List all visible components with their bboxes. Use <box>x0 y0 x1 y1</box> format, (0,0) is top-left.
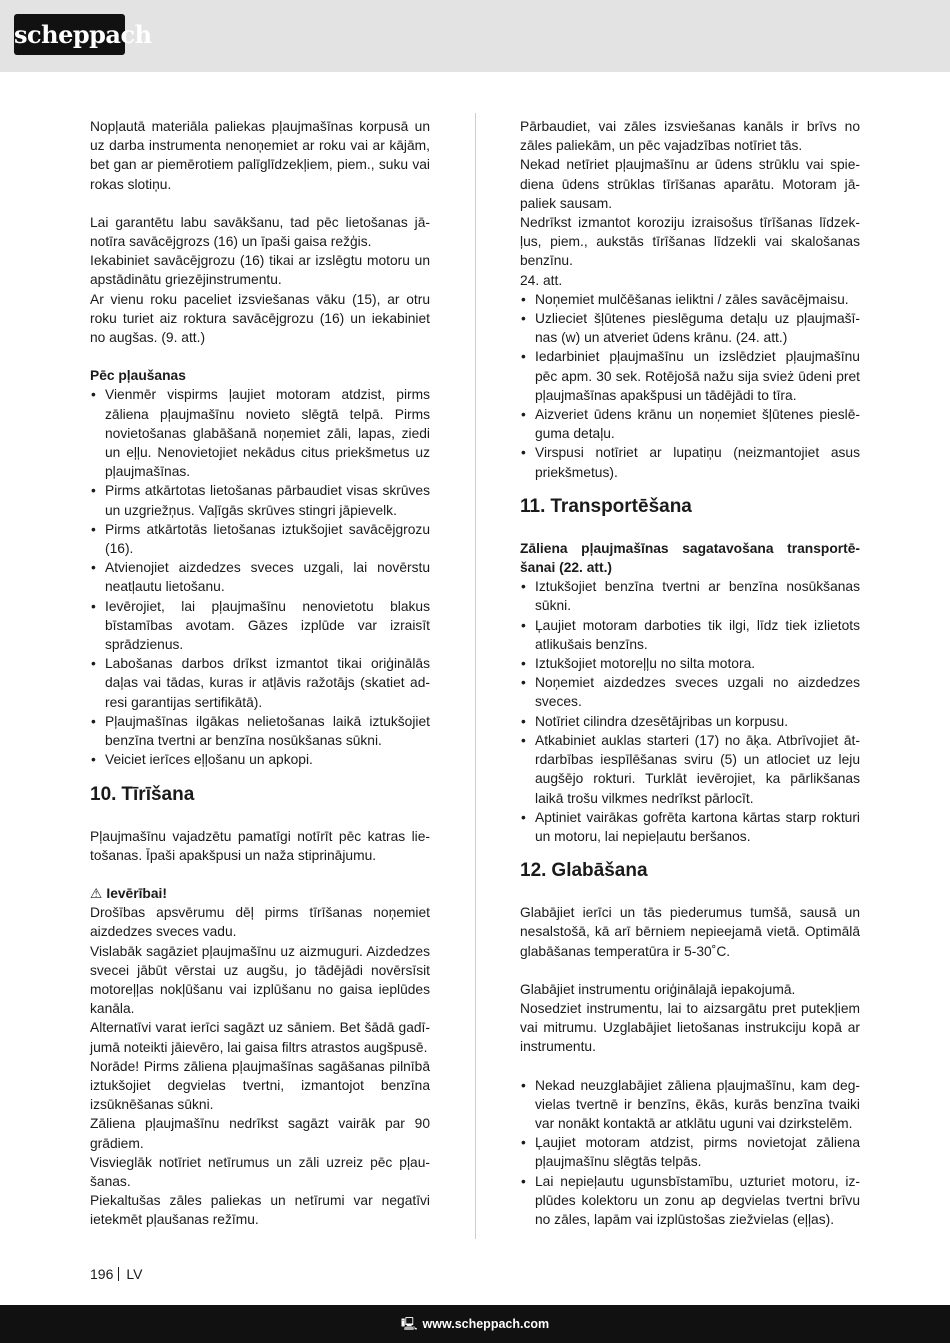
paragraph: Piekaltušas zāles paliekas un netīrumi var negatīvi ietekmēt pļaušanas režīmu. <box>90 1193 430 1228</box>
list-item: • Virspusi notīriet ar lupatiņu (neizmantojiet asus priekšmetus). <box>520 443 860 481</box>
paragraph: Lai garantētu labu savākšanu, tad pēc lietošanas jānotīra savācējgrozs (16) un īpaši gaisa režģis. <box>90 214 430 250</box>
section-number: 12. <box>520 860 547 882</box>
list-item: • Labošanas darbos drīkst izmantot tikai oriģinālās daļas vai tādas, kuras ir atļāvis ražotājs (skatiet adresi garantijas sertifikātā). <box>90 654 430 712</box>
paragraph: Pārbaudiet, vai zāles izsviešanas kanāls ir brīvs no zāles paliekām, un pēc vajadzības notīriet tās. <box>520 119 860 154</box>
language-code: LV <box>126 1266 143 1282</box>
list-item: • Noņemiet aizdedzes sveces uzgali no aizdedzes sveces. <box>520 673 860 711</box>
list-item: • Pļaujmašīnas ilgākas nelietošanas laikā iztukšojiet benzīna tvertni ar benzīna nosūkšanas sūkni. <box>90 712 430 750</box>
list-item: • Vienmēr vispirms ļaujiet motoram atdzist, pirms zāliena pļaujmašīnu novieto slēgtā telpā. Pirms novietošanas glabāšanā noņemiet zāli, lapas, ziedi un eļļu. Nenovietojiet nekādus citus priekšmetus uz pļaujmašīnas. <box>90 385 430 481</box>
page-footer <box>90 1265 142 1283</box>
paragraph: Nekad netīriet pļaujmašīnu ar ūdens strūklu vai spiediena ūdens strūklas tīrīšanas aparātu. Motoram jāpaliek sausam. <box>520 157 860 211</box>
paragraph: Drošības apsvērumu dēļ pirms tīrīšanas noņemiet aizdedzes sveces vadu. <box>90 905 430 940</box>
list-item: • Nekad neuzglabājiet zāliena pļaujmašīnu, kam degvielas tvertnē ir benzīns, ēkās, kurās benzīna tvaiki var nonākt kontaktā ar atklātu uguni vai dzirkstelēm. <box>520 1076 860 1134</box>
website-link[interactable]: www.scheppach.com <box>422 1317 550 1331</box>
section-number: 11. <box>520 495 546 517</box>
paragraph: Pļaujmašīnu vajadzētu pamatīgi notīrīt pēc katras lietošanas. Īpaši apakšpusi un naža stiprinājumu. <box>90 828 430 863</box>
list-item: • Noņemiet mulčēšanas ieliktni / zāles savācējmaisu. <box>520 290 860 309</box>
after-mowing-list <box>90 385 430 769</box>
list-item: • Notīriet cilindra dzesētājribas un korpusu. <box>520 712 860 731</box>
list-item: • Iztukšojiet benzīna tvertni ar benzīna nosūkšanas sūkni. <box>520 577 860 615</box>
page-number: 196 <box>90 1266 114 1282</box>
list-item: • Uzlieciet šļūtenes pieslēguma detaļu uz pļaujmašīnas (w) un atveriet ūdens krānu. (24. att.) <box>520 309 860 347</box>
paragraph: Nosedziet instrumentu, lai to aizsargātu pret putekļiem vai mitrumu. Uzglabājiet lietošanas instrukciju kopā ar instrumentu. <box>520 1000 860 1055</box>
paragraph: Zāliena pļaujmašīnu nedrīkst sagāzt vairāk par 90 grādiem. <box>90 1116 430 1151</box>
warning-icon: ⚠ <box>90 885 103 901</box>
subsection-title: Pēc pļaušanas <box>90 368 186 384</box>
section-number: 10. <box>90 783 117 805</box>
paragraph: Iekabiniet savācējgrozu (16) tikai ar izslēgtu motoru un apstādinātu griezējinstrumentu. <box>90 253 430 288</box>
cleaning-steps-list <box>520 290 860 482</box>
list-item: • Ļaujiet motoram atdzist, pirms novietojat zāliena pļaujmašīnu slēgtās telpās. <box>520 1133 860 1171</box>
list-item: • Atkabiniet auklas starteri (17) no āķa. Atbrīvojiet ātrdarbības iespīlēšanas sviru (5) un atlociet uz leju augšējo rokturi. Turklāt ievērojiet, ka pārlikšanas laikā trošu vilkmes nedrīkst pārlocīt. <box>520 731 860 808</box>
section-title: Glabāšana <box>551 860 648 882</box>
section-heading <box>520 859 860 883</box>
brand-logo: scheppach <box>14 14 125 55</box>
warning-title: Ievērībai! <box>106 885 167 901</box>
list-item: • Ļaujiet motoram darboties tik ilgi, līdz tiek izlietots atlikušais benzīns. <box>520 616 860 654</box>
left-column <box>90 117 430 1230</box>
list-item: • Pirms atkārtotas lietošanas pārbaudiet visas skrūves un uzgriežņus. Vaļīgās skrūves stingri jāpievelk. <box>90 481 430 519</box>
section-heading <box>520 495 860 519</box>
computer-icon: 🖳 <box>400 1317 418 1331</box>
paragraph: Norāde! Pirms zāliena pļaujmašīnas sagāšanas pilnībā iztukšojiet degvielas tvertni, izmantojot benzīna izsūknēšanas sūkni. <box>90 1058 430 1113</box>
paragraph: Nopļautā materiāla paliekas pļaujmašīnas korpusā un uz darba instrumenta nenoņemiet ar roku vai ar kājām, bet gan ar piemērotiem palīglīdzekļiem, piem., suku vai rokas slotiņu. <box>90 119 430 192</box>
list-item: • Veiciet ierīces eļļošanu un apkopi. <box>90 750 430 769</box>
paragraph: Glabājiet ierīci un tās piederumus tumšā, sausā un nesalstošā, kā arī bērniem nepieejamā vietā. Optimālā glabāšanas temperatūra ir 5-30˚C. <box>520 905 860 959</box>
section-title: Transportēšana <box>550 495 692 517</box>
list-item: • Atvienojiet aizdedzes sveces uzgali, lai novērstu neatļautu lietošanu. <box>90 558 430 596</box>
section-title: Tīrīšana <box>121 783 195 805</box>
list-item: • Ievērojiet, lai pļaujmašīnu nenovietotu blakus bīstamības avotam. Gāzes izplūde var izraisīt sprādzienus. <box>90 597 430 655</box>
list-item: • Pirms atkārtotās lietošanas iztukšojiet savācējgrozu (16). <box>90 520 430 558</box>
list-item: • Aptiniet vairākas gofrēta kartona kārtas starp rokturi un motoru, lai nepieļautu beršanos. <box>520 808 860 846</box>
list-item: • Iztukšojiet motoreļļu no silta motora. <box>520 654 860 673</box>
paragraph: Glabājiet instrumentu oriģinālajā iepakojumā. <box>520 981 796 997</box>
footer-separator <box>118 1267 119 1281</box>
header-bar <box>0 0 950 72</box>
bottom-bar <box>0 1305 950 1343</box>
subsection-title: Zāliena pļaujmašīnas sagatavošana transportēšanai (22. att.) <box>520 540 860 576</box>
section-heading <box>90 783 430 807</box>
right-column <box>520 117 860 1229</box>
paragraph: Visvieglāk notīriet netīrumus un zāli uzreiz pēc pļaušanas. <box>90 1154 430 1189</box>
list-item: • Aizveriet ūdens krānu un noņemiet šļūtenes pieslēguma detaļu. <box>520 405 860 443</box>
transport-list <box>520 577 860 846</box>
column-divider <box>475 113 476 1239</box>
paragraph: Alternatīvi varat ierīci sagāzt uz sāniem. Bet šādā gadījumā noteikti jāievēro, lai gaisa filtrs atrastos augšpusē. <box>90 1020 430 1055</box>
list-item: • Iedarbiniet pļaujmašīnu un izslēdziet pļaujmašīnu pēc apm. 30 sek. Rotējošā nažu sija svież ūdeni pret pļaujmašīnas apakšpusi un tādējādi to tīra. <box>520 347 860 405</box>
warning-heading <box>90 884 430 903</box>
paragraph: Nedrīkst izmantot koroziju izraisošus tīrīšanas līdzekļus, piem., aukstās tīrīšanas līdzekli vai skalošanas benzīnu. <box>520 215 860 269</box>
list-item: • Lai nepieļautu ugunsbīstamību, uzturiet motoru, izplūdes kolektoru un zonu ap degvielas tvertni brīvu no zāles, lapām vai izplūstošas ziežvielas (eļļas). <box>520 1172 860 1230</box>
paragraph: Ar vienu roku paceliet izsviešanas vāku (15), ar otru roku turiet aiz roktura savācējgrozu (16) un iekabiniet no augšas. (9. att.) <box>90 291 430 346</box>
paragraph: Vislabāk sagāziet pļaujmašīnu uz aizmuguri. Aizdedzes svecei jābūt vērstai uz augšu, jo tādējādi novērsīsit motoreļļas nokļūšanu vai izplūšanu no gaisa ieplūdes kanāla. <box>90 943 430 1017</box>
figure-reference: 24. att. <box>520 272 563 288</box>
storage-list <box>520 1076 860 1230</box>
